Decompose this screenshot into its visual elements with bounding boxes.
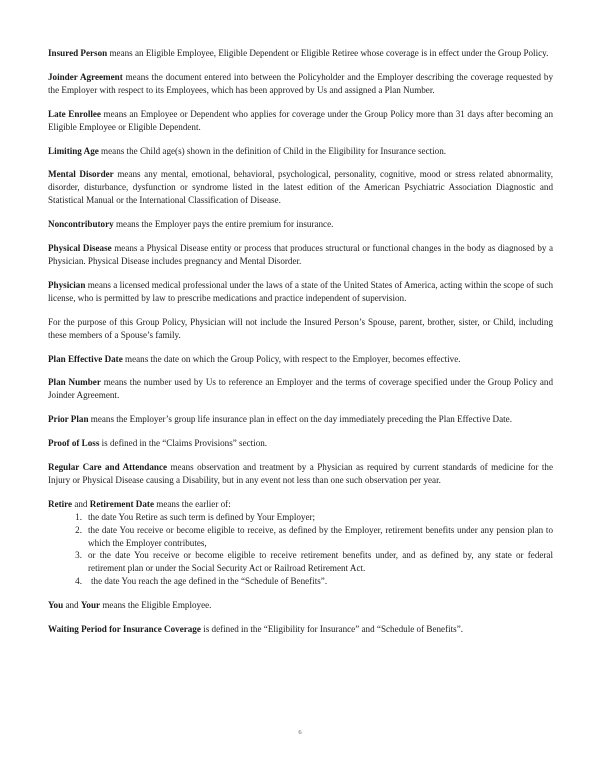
definition-limiting-age [48, 145, 553, 158]
definition-term: Limiting Age [48, 145, 99, 156]
definition-body: means the Eligible Employee. [100, 600, 212, 611]
definition-body: means the Child age(s) shown in the definition of Child in the Eligibility for Insurance section. [98, 145, 447, 156]
definition-term-your: Your [80, 600, 101, 611]
definition-body: means the document entered into between the Policyholder and the Employer describing the coverage requested by the Employer with respect to its Employees, which has been approved by Us and assigned a Plan Number. [48, 71, 554, 95]
definition-term: Regular Care and Attendance [48, 462, 168, 473]
definition-body: is defined in the “Eligibility for Insurance” and “Schedule of Benefits”. [200, 624, 464, 635]
definition-body: means an Eligible Employee, Eligible Dependent or Eligible Retiree whose coverage is in effect under the Group Policy. [107, 48, 549, 58]
list-item: the date You receive or become eligible to receive, as defined by the Employer, retirement benefits under any pension plan to which the Employer contributes, [88, 524, 553, 548]
document-body [48, 47, 553, 647]
definition-insured-person [48, 47, 553, 60]
definition-term: Late Enrollee [48, 108, 101, 119]
definition-body: is defined in the “Claims Provisions” section. [99, 438, 268, 449]
definition-noncontributory [48, 218, 553, 231]
definition-term-you: You [48, 600, 64, 611]
list-item: or the date You receive or become eligible to receive retirement benefits under, and as defined by, any state or federal retirement plan or under the Social Security Act or Railroad Retirement Act. [88, 550, 553, 574]
note-physician-exclusions [48, 316, 553, 342]
definition-you-your [48, 599, 553, 612]
definition-body: means a Physical Disease entity or process that produces structural or functional changes in the body as diagnosed by a Physician. Physical Disease includes pregnancy and Mental Disorder. [48, 243, 553, 266]
definition-term: Mental Disorder [48, 169, 114, 180]
definition-late-enrollee [48, 108, 553, 134]
definition-term: Plan Number [48, 377, 101, 388]
conjunction: and [63, 600, 81, 611]
definition-proof-of-loss [48, 437, 553, 450]
definition-waiting-period [48, 623, 553, 636]
conjunction: and [72, 498, 90, 509]
list-item: the date You Retire as such term is defined by Your Employer; [88, 511, 316, 522]
definition-term: Noncontributory [48, 219, 114, 230]
definition-physician [48, 279, 553, 305]
definition-retire [48, 498, 553, 511]
retirement-date-list [48, 511, 553, 588]
definition-body: means an Employee or Dependent who applies for coverage under the Group Policy more than 31 days after becoming an Eligible Employee or Eligible Dependent. [48, 108, 553, 132]
definition-body: means a licensed medical professional under the laws of a state of the United States of America, acting within the scope of such license, who is permitted by law to prescribe medications and practice independent of supervision. [48, 279, 553, 303]
definition-term: Plan Effective Date [48, 353, 123, 364]
definition-joinder-agreement [48, 71, 553, 97]
definition-body: means the number used by Us to reference an Employer and the terms of coverage specified under the Group Policy and Joinder Agreement. [48, 377, 554, 401]
definition-plan-effective-date [48, 353, 553, 366]
list-item: the date You reach the age defined in the “Schedule of Benefits”. [91, 576, 328, 587]
definition-term: Physician [48, 279, 86, 290]
definition-body: means the Employer pays the entire premium for insurance. [113, 219, 334, 230]
definition-term: Waiting Period for Insurance Coverage [48, 624, 201, 635]
definition-body: means the earlier of: [153, 498, 231, 509]
definition-body: For the purpose of this Group Policy, Physician will not include the Insured Person’s Spouse, parent, brother, sister, or Child, including these members of a Spouse’s family. [48, 316, 553, 340]
definition-mental-disorder [48, 168, 553, 207]
definition-term-retire: Retire [48, 498, 73, 509]
definition-body: means the date on which the Group Policy, with respect to the Employer, becomes effective. [122, 353, 461, 364]
definition-plan-number [48, 376, 553, 402]
definition-term: Joinder Agreement [48, 71, 123, 82]
definition-body: means any mental, emotional, behavioral, psychological, personality, cognitive, mood or stress related abnormality, disorder, disturbance, dysfunction or syndrome listed in the latest edition of the American Psychiatric Association Diagnostic and Statistical Manual or the International Classification of Disease. [48, 169, 553, 206]
definition-term-retirement-date: Retirement Date [89, 498, 154, 509]
definition-regular-care-and-attendance [48, 461, 553, 487]
definition-body: means observation and treatment by a Physician as required by current standards of medicine for the Injury or Physical Disease causing a Disability, but in any event not less than one such observation per year. [48, 462, 554, 485]
definition-term: Proof of Loss [48, 438, 100, 449]
definition-term: Insured Person [48, 48, 108, 58]
page-number: 6 [298, 729, 302, 736]
definition-body: means the Employer’s group life insurance plan in effect on the day immediately preceding the Plan Effective Date. [88, 414, 512, 425]
definition-prior-plan [48, 413, 553, 426]
definition-term: Physical Disease [48, 243, 112, 254]
definition-term: Prior Plan [48, 414, 89, 425]
definition-physical-disease [48, 242, 553, 268]
